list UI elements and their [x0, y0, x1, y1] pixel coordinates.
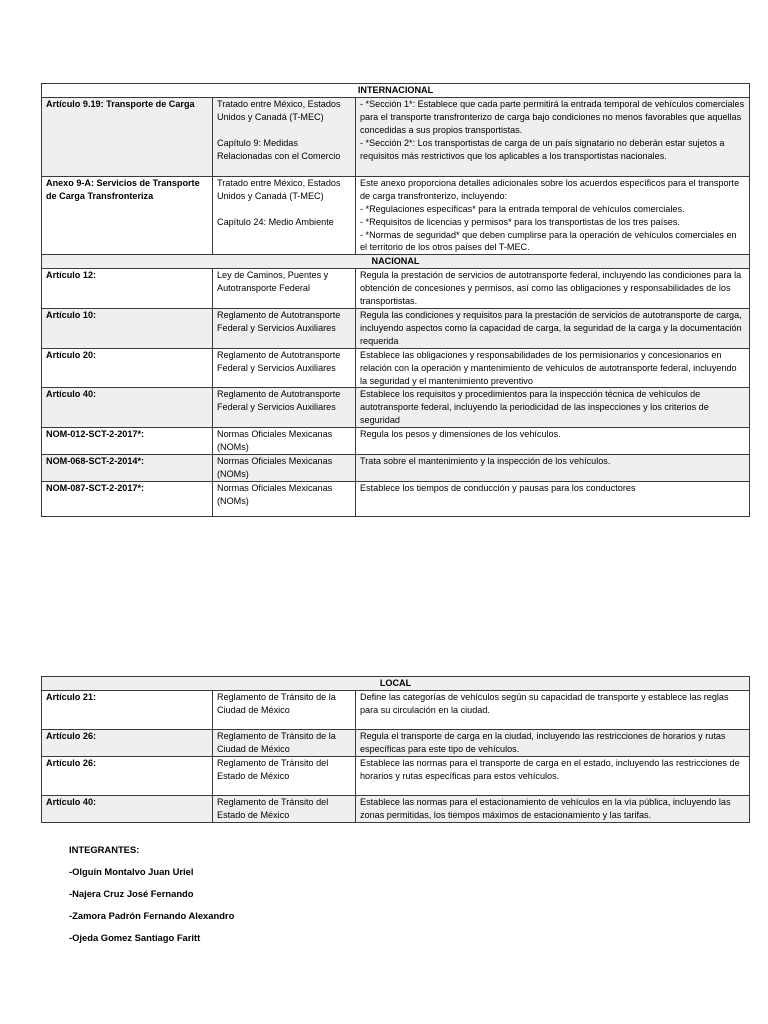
table-row: [42, 428, 750, 455]
article-cell: Anexo 9-A: Servicios de Transporte de Carga Transfronteriza: [42, 176, 213, 254]
description-cell: Regula las condiciones y requisitos para la prestación de servicios de autotransporte de carga, incluyendo aspectos como la capacidad de carga, la seguridad de la carga y la documentación requerida: [356, 308, 750, 348]
table-row: [42, 176, 750, 254]
article-cell: Artículo 40:: [42, 388, 213, 428]
article-cell: Artículo 26:: [42, 729, 213, 756]
article-cell: Artículo 40:: [42, 795, 213, 822]
description-cell: Regula los pesos y dimensiones de los vehículos.: [356, 428, 750, 455]
section-internacional: INTERNACIONAL: [42, 84, 750, 98]
source-cell: Reglamento de Autotransporte Federal y Servicios Auxiliares: [213, 388, 356, 428]
article-cell: NOM-087-SCT-2-2017*:: [42, 481, 213, 516]
article-cell: Artículo 20:: [42, 348, 213, 388]
article-cell: Artículo 10:: [42, 308, 213, 348]
member-name: -Najera Cruz José Fernando: [69, 888, 194, 899]
table-row: [42, 481, 750, 516]
member-name: -Ojeda Gomez Santiago Faritt: [69, 932, 201, 943]
article-cell: Artículo 12:: [42, 269, 213, 309]
table-row: [42, 756, 750, 795]
member-name: -Olguín Montalvo Juan Uriel: [69, 866, 194, 877]
member-name: -Zamora Padrón Fernando Alexandro: [69, 910, 235, 921]
description-cell: Regula la prestación de servicios de autotransporte federal, incluyendo las condiciones para la obtención de concesiones y permisos, así como las obligaciones y responsabilidades de los transportistas.: [356, 269, 750, 309]
source-cell: Reglamento de Tránsito de la Ciudad de México: [213, 690, 356, 729]
table-row: [42, 690, 750, 729]
article-cell: NOM-068-SCT-2-2014*:: [42, 454, 213, 481]
section-local: LOCAL: [42, 677, 750, 691]
description-cell: Regula el transporte de carga en la ciudad, incluyendo las restricciones de horarios y rutas específicas para este tipo de vehículos.: [356, 729, 750, 756]
source-cell: Normas Oficiales Mexicanas (NOMs): [213, 428, 356, 455]
description-cell: Establece las normas para el estacionamiento de vehículos en la vía pública, incluyendo las zonas permitidas, los tiempos máximos de estacionamiento y las tarifas.: [356, 795, 750, 822]
source-cell: Reglamento de Autotransporte Federal y Servicios Auxiliares: [213, 348, 356, 388]
source-cell: Tratado entre México, Estados Unidos y Canadá (T-MEC) Capítulo 9: Medidas Relacionadas con el Comercio: [213, 97, 356, 176]
table-row: [42, 388, 750, 428]
source-cell: Normas Oficiales Mexicanas (NOMs): [213, 481, 356, 516]
section-header-row: [42, 84, 750, 98]
description-cell: Trata sobre el mantenimiento y la inspección de los vehículos.: [356, 454, 750, 481]
article-cell: Artículo 21:: [42, 690, 213, 729]
source-cell: Ley de Caminos, Puentes y Autotransporte Federal: [213, 269, 356, 309]
article-cell: Artículo 26:: [42, 756, 213, 795]
table-row: [42, 729, 750, 756]
section-header-row: [42, 677, 750, 691]
article-cell: Artículo 9.19: Transporte de Carga: [42, 97, 213, 176]
source-cell: Normas Oficiales Mexicanas (NOMs): [213, 454, 356, 481]
table-row: [42, 308, 750, 348]
description-cell: - *Sección 1*: Establece que cada parte permitirá la entrada temporal de vehículos comerciales para el transporte transfronterizo de carga bajo condiciones no menos favorables que aquellas concedidas a sus propios transportistas. - *Sección 2*: Los transportistas de carga de un país signatario no deberán estar sujetos a requisitos más restrictivos que los aplicables a los transportistas nacionales.: [356, 97, 750, 176]
source-cell: Reglamento de Autotransporte Federal y Servicios Auxiliares: [213, 308, 356, 348]
source-cell: Reglamento de Tránsito de la Ciudad de México: [213, 729, 356, 756]
description-cell: Establece las normas para el transporte de carga en el estado, incluyendo las restricciones de horarios y rutas específicas para estos vehículos.: [356, 756, 750, 795]
source-cell: Tratado entre México, Estados Unidos y Canadá (T-MEC) Capítulo 24: Medio Ambiente: [213, 176, 356, 254]
description-cell: Este anexo proporciona detalles adicionales sobre los acuerdos específicos para el transporte de carga transfronterizo, incluyendo: - *Regulaciones específicas* para la entrada temporal de vehículos comerciales. - *Requisitos de licencias y permisos* para los transportistas de los tres países. - *Normas de seguridad* que deben cumplirse para la operación de vehículos comerciales en el territorio de los otros países del T-MEC.: [356, 176, 750, 254]
table-row: [42, 795, 750, 822]
description-cell: Establece las obligaciones y responsabilidades de los permisionarios y concesionarios en relación con la operación y mantenimiento de vehículos de autotransporte federal, incluyendo la seguridad y el mantenimiento preventivo: [356, 348, 750, 388]
source-cell: Reglamento de Tránsito del Estado de México: [213, 756, 356, 795]
members-list: [69, 843, 234, 953]
article-cell: NOM-012-SCT-2-2017*:: [42, 428, 213, 455]
section-nacional: NACIONAL: [42, 255, 750, 269]
local-regulations-table: [41, 676, 750, 823]
table-row: [42, 269, 750, 309]
members-heading: INTEGRANTES:: [69, 844, 140, 855]
description-cell: Establece los requisitos y procedimientos para la inspección técnica de vehículos de autotransporte federal, incluyendo la periodicidad de las inspecciones y los criterios de seguridad: [356, 388, 750, 428]
table-row: [42, 97, 750, 176]
description-cell: Establece los tiempos de conducción y pausas para los conductores: [356, 481, 750, 516]
table-row: [42, 348, 750, 388]
legal-framework-table: [41, 83, 750, 517]
description-cell: Define las categorías de vehículos según su capacidad de transporte y establece las reglas para su circulación en la ciudad.: [356, 690, 750, 729]
section-header-row: [42, 255, 750, 269]
table-row: [42, 454, 750, 481]
source-cell: Reglamento de Tránsito del Estado de México: [213, 795, 356, 822]
